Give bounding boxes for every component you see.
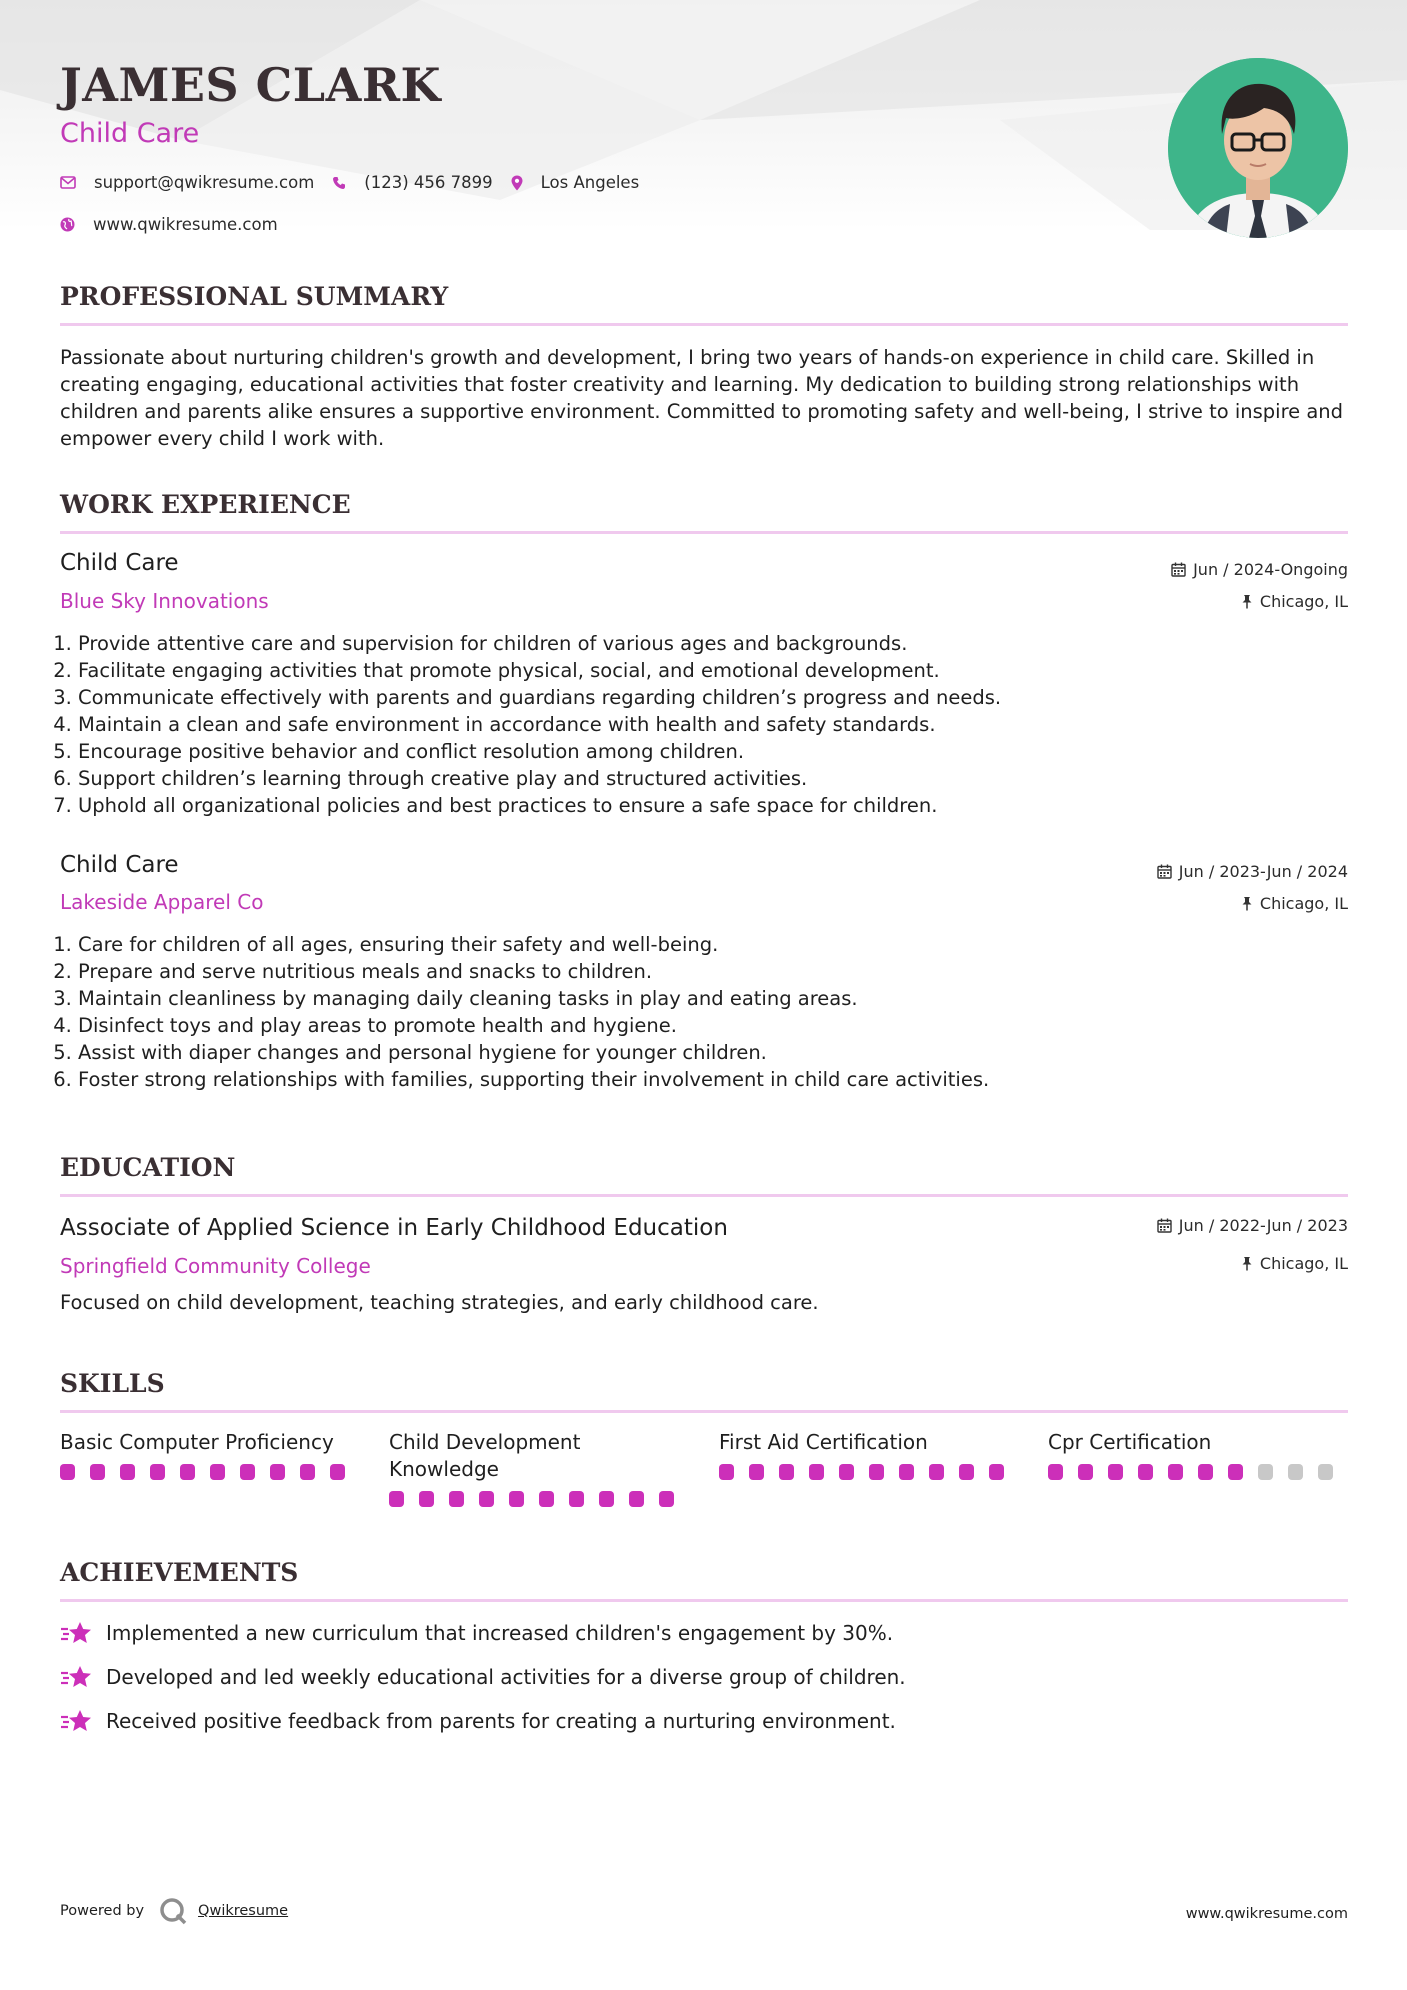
skill-dot-filled (1108, 1464, 1123, 1480)
duty-item: 3. Communicate effectively with parents and guardians regarding children’s progress and needs. (78, 684, 1318, 711)
duty-item: 6. Foster strong relationships with families, supporting their involvement in child care activities. (78, 1066, 1318, 1093)
job-2-dates-text: Jun / 2023-Jun / 2024 (1178, 862, 1348, 881)
achievement-item (60, 1708, 896, 1734)
phone-text: (123) 456 7899 (364, 173, 493, 192)
email-text: support@qwikresume.com (94, 173, 315, 192)
skill-dot-filled (270, 1464, 285, 1480)
achievement-text: Implemented a new curriculum that increased children's engagement by 30%. (106, 1621, 894, 1645)
skill-dot-filled (389, 1491, 404, 1507)
contact-row-2 (60, 215, 296, 234)
duty-item: 4. Disinfect toys and play areas to promote health and hygiene. (78, 1012, 1318, 1039)
skill-dot-filled (479, 1491, 494, 1507)
skill-item (60, 1429, 360, 1480)
skill-dot-empty (1258, 1464, 1273, 1480)
avatar-illustration (1168, 58, 1348, 238)
skill-item (719, 1429, 1019, 1480)
education-location (1241, 1254, 1348, 1273)
skill-dot-filled (749, 1464, 764, 1480)
skill-dot-filled (330, 1464, 345, 1480)
calendar-icon (1171, 562, 1186, 577)
skill-dot-empty (1288, 1464, 1303, 1480)
mail-icon (60, 176, 76, 189)
duty-item: 2. Facilitate engaging activities that promote physical, social, and emotional development. (78, 657, 1318, 684)
skill-name: Cpr Certification (1048, 1430, 1212, 1454)
skill-rating (1048, 1464, 1348, 1480)
skill-dot-filled (809, 1464, 824, 1480)
powered-by-label: Powered by (60, 1903, 145, 1919)
education-heading: EDUCATION (60, 1153, 1348, 1197)
star-icon (60, 1620, 92, 1646)
duty-item: 5. Encourage positive behavior and conflict resolution among children. (78, 738, 1318, 765)
skill-dot-filled (419, 1491, 434, 1507)
job-1-company: Blue Sky Innovations (60, 589, 269, 613)
skill-dot-filled (300, 1464, 315, 1480)
achievement-text: Received positive feedback from parents for creating a nurturing environment. (106, 1709, 896, 1733)
footer-website[interactable]: www.qwikresume.com (1185, 1906, 1348, 1922)
skill-dot-filled (60, 1464, 75, 1480)
skill-item (1048, 1429, 1348, 1480)
job-2-location (1241, 894, 1348, 913)
job-1-dates (1171, 560, 1348, 579)
skill-dot-filled (150, 1464, 165, 1480)
job-1-dates-text: Jun / 2024-Ongoing (1193, 560, 1348, 579)
contact-email[interactable] (60, 173, 314, 192)
duty-item: 4. Maintain a clean and safe environment in accordance with health and safety standards. (78, 711, 1318, 738)
education-location-text: Chicago, IL (1259, 1254, 1348, 1273)
skill-dot-empty (1318, 1464, 1333, 1480)
skill-dot-filled (629, 1491, 644, 1507)
duty-item: 7. Uphold all organizational policies and best practices to ensure a safe space for children. (78, 792, 1318, 819)
skill-dot-filled (779, 1464, 794, 1480)
pushpin-icon (1241, 896, 1253, 911)
contact-phone[interactable] (332, 173, 492, 192)
achievement-item (60, 1620, 893, 1646)
education-degree: Associate of Applied Science in Early Childhood Education (60, 1215, 728, 1241)
skill-dot-filled (449, 1491, 464, 1507)
skill-dot-filled (210, 1464, 225, 1480)
achievement-text: Developed and led weekly educational activities for a diverse group of children. (106, 1665, 906, 1689)
skill-item (389, 1429, 689, 1507)
job-1-location-text: Chicago, IL (1259, 592, 1348, 611)
footer-brand-link[interactable]: Qwikresume (198, 1903, 289, 1919)
contact-website[interactable] (60, 215, 278, 234)
job-2-title: Child Care (60, 852, 179, 878)
skill-dot-filled (929, 1464, 944, 1480)
achievements-heading: ACHIEVEMENTS (60, 1558, 1348, 1602)
education-dates (1157, 1216, 1348, 1235)
skill-dot-filled (989, 1464, 1004, 1480)
profile-photo (1168, 58, 1348, 238)
job-1-duties (60, 630, 1318, 819)
education-dates-text: Jun / 2022-Jun / 2023 (1178, 1216, 1348, 1235)
skill-dot-filled (1138, 1464, 1153, 1480)
skill-name: Child Development Knowledge (389, 1430, 581, 1481)
skill-dot-filled (839, 1464, 854, 1480)
star-icon (60, 1664, 92, 1690)
calendar-icon (1157, 864, 1172, 879)
duty-item: 2. Prepare and serve nutritious meals and snacks to children. (78, 958, 1318, 985)
footer-powered-by (60, 1896, 288, 1926)
job-2-location-text: Chicago, IL (1259, 894, 1348, 913)
skill-dot-filled (120, 1464, 135, 1480)
duty-item: 3. Maintain cleanliness by managing daily cleaning tasks in play and eating areas. (78, 985, 1318, 1012)
skill-name: First Aid Certification (719, 1430, 928, 1454)
website-text: www.qwikresume.com (93, 215, 278, 234)
duty-item: 5. Assist with diaper changes and personal hygiene for younger children. (78, 1039, 1318, 1066)
globe-icon (60, 217, 75, 232)
location-text: Los Angeles (540, 173, 640, 192)
job-1-title: Child Care (60, 550, 179, 576)
skill-name: Basic Computer Proficiency (60, 1430, 334, 1454)
phone-icon (332, 176, 346, 190)
calendar-icon (1157, 1218, 1172, 1233)
skill-rating (389, 1491, 689, 1507)
skill-dot-filled (539, 1491, 554, 1507)
summary-text: Passionate about nurturing children's growth and development, I bring two years of hands-on experience in child care. Skilled in creating engaging, educational activities that foster creativity and learning. My dedication to building strong relationships with children and parents alike ensures a supportive environment. Committed to promoting safety and well-being, I strive to inspire and empower every child I work with. (60, 346, 1344, 450)
skill-dot-filled (569, 1491, 584, 1507)
achievement-item (60, 1664, 906, 1690)
location-pin-icon (511, 175, 523, 191)
experience-heading: WORK EXPERIENCE (60, 490, 1348, 534)
summary-heading: PROFESSIONAL SUMMARY (60, 282, 1348, 326)
skill-dot-filled (509, 1491, 524, 1507)
contact-location (511, 173, 640, 192)
skill-dot-filled (659, 1491, 674, 1507)
education-school: Springfield Community College (60, 1254, 371, 1278)
job-2-company: Lakeside Apparel Co (60, 890, 264, 914)
skill-dot-filled (180, 1464, 195, 1480)
skill-dot-filled (869, 1464, 884, 1480)
skill-dot-filled (1168, 1464, 1183, 1480)
education-description: Focused on child development, teaching strategies, and early childhood care. (60, 1291, 819, 1314)
skill-dot-filled (959, 1464, 974, 1480)
contact-row-1 (60, 173, 657, 192)
skill-dot-filled (599, 1491, 614, 1507)
skill-dot-filled (1048, 1464, 1063, 1480)
duty-item: 1. Care for children of all ages, ensuring their safety and well-being. (78, 931, 1318, 958)
candidate-role: Child Care (60, 118, 200, 149)
skill-dot-filled (240, 1464, 255, 1480)
skill-dot-filled (90, 1464, 105, 1480)
skill-dot-filled (1078, 1464, 1093, 1480)
skill-dot-filled (719, 1464, 734, 1480)
skill-rating (60, 1464, 360, 1480)
candidate-name: JAMES CLARK (60, 58, 442, 112)
duty-item: 1. Provide attentive care and supervision for children of various ages and backgrounds. (78, 630, 1318, 657)
skill-dot-filled (899, 1464, 914, 1480)
duty-item: 6. Support children’s learning through creative play and structured activities. (78, 765, 1318, 792)
job-2-duties (60, 931, 1318, 1093)
qwikresume-logo-icon (158, 1896, 188, 1926)
skill-dot-filled (1198, 1464, 1213, 1480)
star-icon (60, 1708, 92, 1734)
skills-heading: SKILLS (60, 1369, 1348, 1413)
pushpin-icon (1241, 594, 1253, 609)
skill-rating (719, 1464, 1019, 1480)
job-1-location (1241, 592, 1348, 611)
job-2-dates (1157, 862, 1348, 881)
skill-dot-filled (1228, 1464, 1243, 1480)
pushpin-icon (1241, 1256, 1253, 1271)
